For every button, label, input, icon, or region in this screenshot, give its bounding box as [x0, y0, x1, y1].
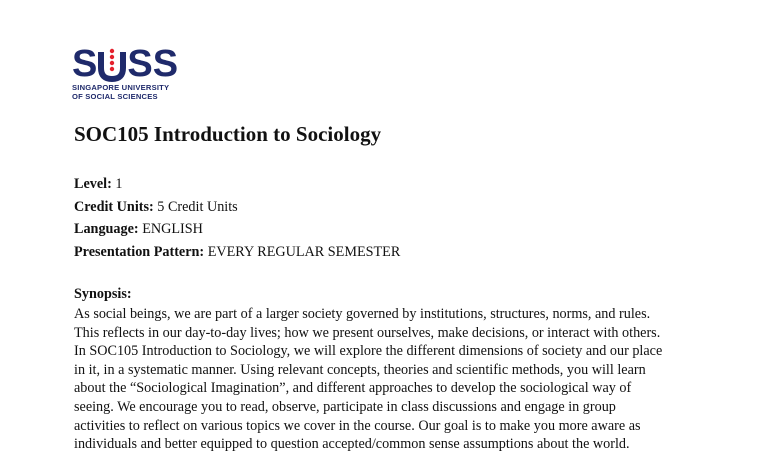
synopsis-line: As social beings, we are part of a larger society governed by institutions, structures, norms, and rules.: [74, 306, 651, 322]
synopsis-heading: Synopsis:: [74, 286, 132, 302]
synopsis-body: [74, 305, 744, 454]
presentation-pattern-value: EVERY REGULAR SEMESTER: [207, 243, 401, 260]
level-value: 1: [115, 176, 123, 192]
credit-units-value: 5 Credit Units: [157, 198, 238, 215]
logo-u-mark-icon: [97, 46, 127, 82]
synopsis-line: In SOC105 Introduction to Sociology, we will explore the different dimensions of society and our place: [74, 343, 663, 360]
course-title: SOC105 Introduction to Sociology: [74, 122, 382, 146]
language-value: ENGLISH: [142, 221, 203, 237]
logo-letter-s: S: [72, 43, 98, 85]
course-meta: [74, 173, 400, 263]
synopsis-line: in it, in a systematic manner. Using relevant concepts, theories and scientific methods, you will learn: [74, 361, 646, 378]
presentation-pattern-row: [74, 241, 400, 264]
synopsis-line: activities to reflect on various topics we cover in the course. Our goal is to make you more aware as: [74, 417, 641, 434]
presentation-pattern-label: Presentation Pattern:: [74, 243, 205, 260]
logo-subtitle: [72, 83, 182, 101]
level-label: Level:: [74, 176, 112, 192]
synopsis-line: individuals and better equipped to question accepted/common sense assumptions about the world.: [74, 436, 630, 453]
synopsis-line: This reflects in our day-to-day lives; how we present ourselves, make decisions, or interact with others.: [74, 324, 661, 341]
level-row: [74, 173, 400, 196]
suss-logo: [72, 43, 182, 102]
language-row: [74, 218, 400, 241]
logo-wordmark: [72, 43, 182, 85]
synopsis-line: about the “Sociological Imagination”, and different approaches to develop the sociological way of: [74, 380, 632, 397]
credit-units-label: Credit Units:: [74, 198, 154, 215]
language-label: Language:: [74, 221, 139, 237]
credit-units-row: [74, 196, 400, 219]
synopsis-line: seeing. We encourage you to read, observe, participate in class discussions and engage in group: [74, 398, 616, 415]
logo-subtitle-line2: OF SOCIAL SCIENCES: [72, 92, 158, 101]
logo-subtitle-line1: SINGAPORE UNIVERSITY: [72, 83, 170, 92]
logo-letters-ss: SS: [127, 43, 179, 85]
